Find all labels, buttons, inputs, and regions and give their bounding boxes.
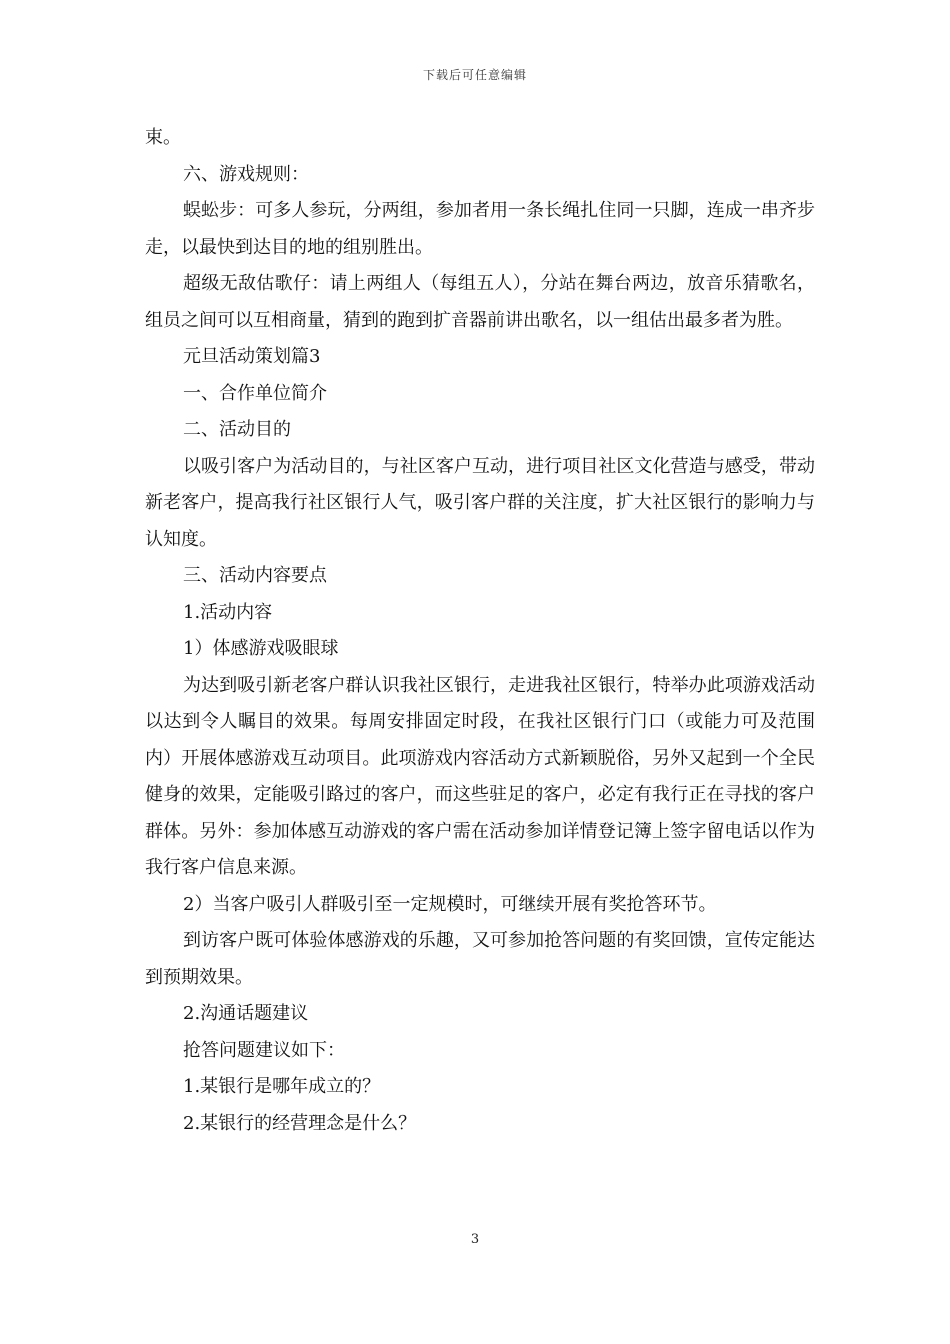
paragraph-quiz-intro: 抢答问题建议如下：	[183, 1039, 345, 1061]
document-body	[145, 120, 815, 1142]
article-title: 元旦活动策划篇3	[183, 346, 321, 367]
section-heading-game-rules: 六、游戏规则：	[183, 163, 309, 185]
paragraph-motion-game: 为达到吸引新老客户群认识我社区银行，走进我社区银行，特举办此项游戏活动以达到令人瞩目的效果。每周安排固定时段，在我社区银行门口（或能力可及范围内）开展体感游戏互动项目。此项游戏内容活动方式新颖脱俗，另外又起到一个全民健身的效果，定能吸引路过的客户，而这些驻足的客户，必定有我行正在寻找的客户群体。另外：参加体感互动游戏的客户需在活动参加详情登记簿上签字留电话以作为我行客户信息来源。	[145, 674, 815, 878]
subheading-activity-content: 1.活动内容	[183, 601, 273, 623]
section-heading-partner: 一、合作单位简介	[183, 382, 327, 404]
paragraph-visitors: 到访客户既可体验体感游戏的乐趣，又可参加抢答问题的有奖回馈，宣传定能达到预期效果。	[145, 930, 815, 988]
page-header: 下载后可任意编辑	[422, 68, 527, 82]
section-heading-content-points: 三、活动内容要点	[183, 565, 327, 586]
paragraph-centipede-walk: 蜈蚣步：可多人参玩，分两组，参加者用一条长绳扎住同一只脚，连成一串齐步走，以最快到达目的地的组别胜出。	[145, 200, 815, 258]
quiz-question-1: 1.某银行是哪年成立的？	[183, 1076, 381, 1097]
quiz-question-2: 2.某银行的经营理念是什么？	[183, 1112, 417, 1134]
paragraph-quiz-stage: 2）当客户吸引人群吸引至一定规模时，可继续开展有奖抢答环节。	[183, 893, 717, 915]
section-heading-purpose: 二、活动目的	[183, 419, 291, 440]
subheading-topic-suggestions: 2.沟通话题建议	[183, 1003, 309, 1024]
paragraph-purpose: 以吸引客户为活动目的，与社区客户互动，进行项目社区文化营造与感受，带动新老客户，提高我行社区银行人气，吸引客户群的关注度，扩大社区银行的影响力与认知度。	[145, 455, 815, 550]
paragraph-guess-song: 超级无敌估歌仔：请上两组人（每组五人），分站在舞台两边，放音乐猜歌名，组员之间可以互相商量，猜到的跑到扩音器前讲出歌名，以一组估出最多者为胜。	[145, 273, 815, 331]
subheading-motion-game: 1）体感游戏吸眼球	[183, 638, 339, 659]
page-number: 3	[470, 1232, 480, 1247]
paragraph-continuation: 束。	[145, 127, 181, 148]
